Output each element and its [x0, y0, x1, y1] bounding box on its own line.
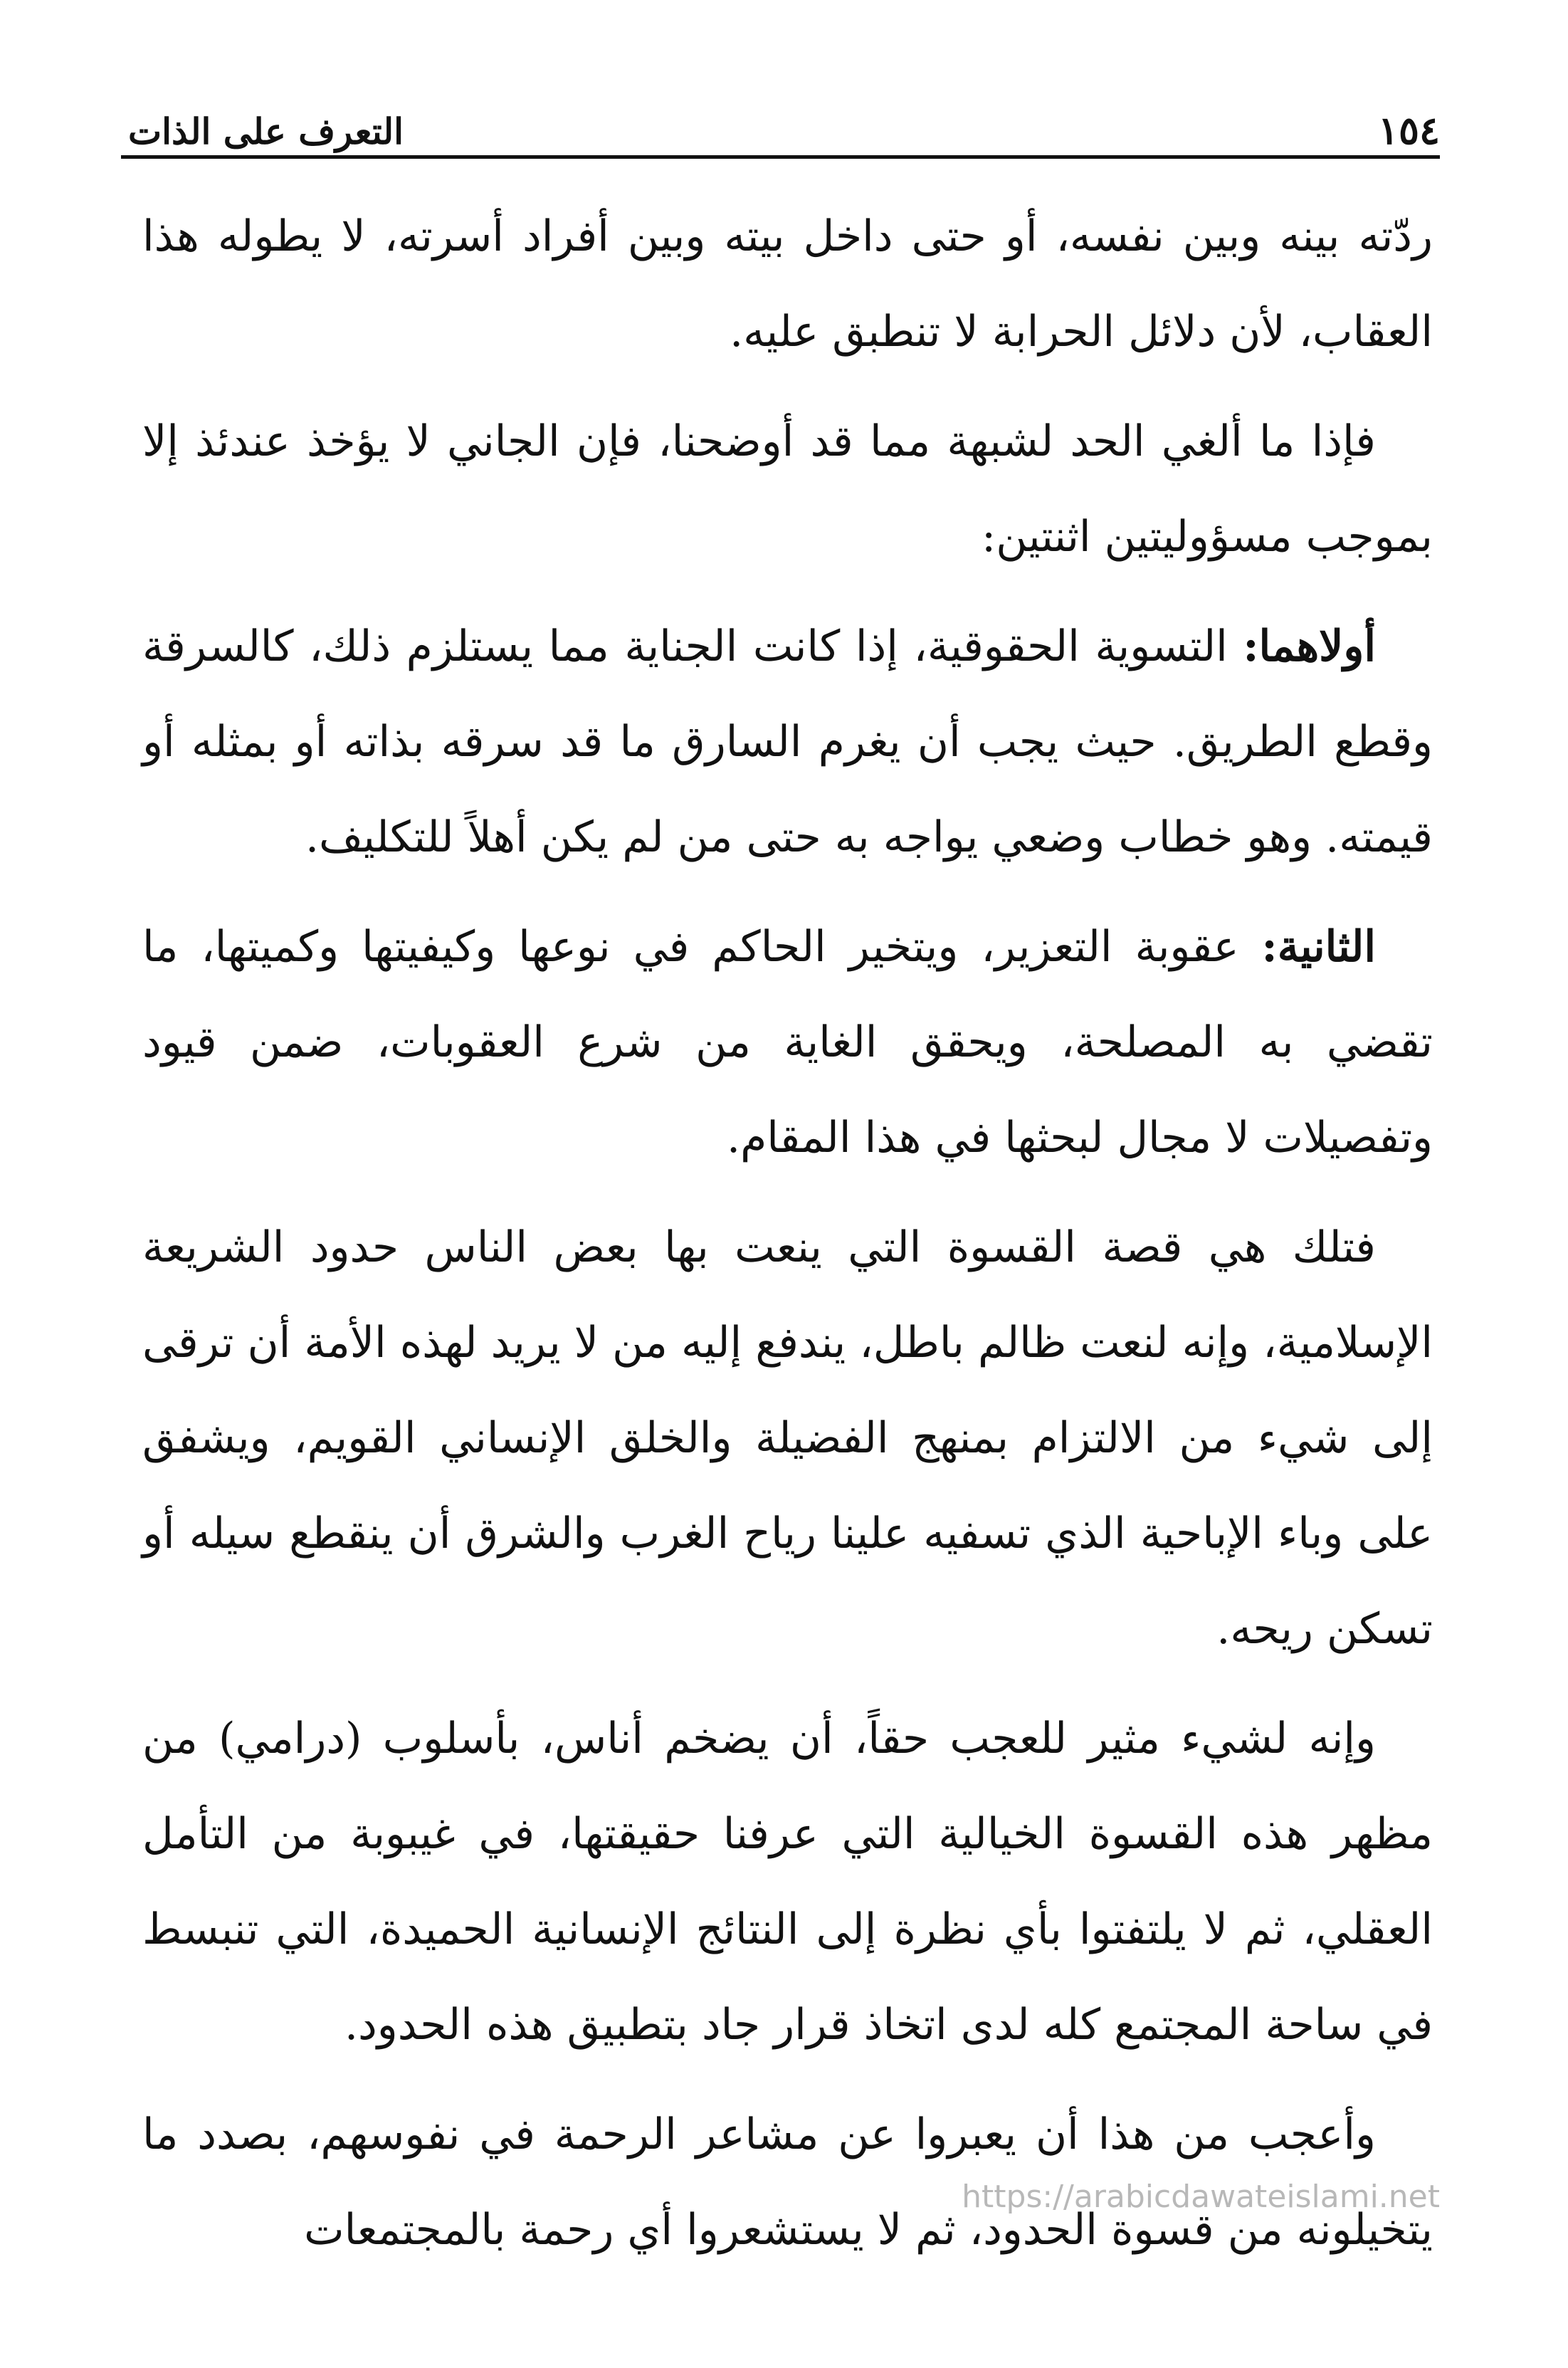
body-text	[142, 189, 1433, 2292]
watermark-url: https://arabicdawateislami.net	[962, 2179, 1440, 2215]
paragraph-text: فإذا ما ألغي الحد لشبهة مما قد أوضحنا، فإن الجاني لا يؤخذ عندئذ إلا بموجب مسؤوليتين اثنتين:	[142, 417, 1433, 562]
paragraph-text: فتلك هي قصة القسوة التي ينعت بها بعض الناس حدود الشريعة الإسلامية، وإنه لنعت ظالم باطل، يندفع إليه من لا يريد لهذه الأمة أن ترقى إلى شيء من الالتزام بمنهج الفضيلة والخلق الإنساني القويم، ويشفق على وباء الإباحية الذي تسفيه علينا رياح الغرب والشرق أن ينقطع سيله أو تسكن ريحه.	[142, 1222, 1433, 1654]
paragraph-2	[142, 394, 1433, 585]
paragraph-text: ردّته بينه وبين نفسه، أو حتى داخل بيته وبين أفراد أسرته، لا يطوله هذا العقاب، لأن دلائل الحرابة لا تنطبق عليه.	[142, 211, 1433, 357]
paragraph-lead: الثانية:	[1261, 922, 1377, 972]
paragraph-text: وإنه لشيء مثير للعجب حقاً، أن يضخم أناس، بأسلوب (درامي) من مظهر هذه القسوة الخيالية التي عرفنا حقيقتها، في غيبوبة من التأمل العقلي، ثم لا يلتفتوا بأي نظرة إلى النتائج الإنسانية الحميدة، التي تنبسط في ساحة المجتمع كله لدى اتخاذ قرار جاد بتطبيق هذه الحدود.	[142, 1714, 1433, 2050]
paragraph-lead: أولاهما:	[1243, 622, 1376, 671]
header-rule	[121, 155, 1440, 159]
paragraph-6	[142, 1691, 1433, 2073]
running-header	[128, 85, 1440, 153]
paragraph-text: عقوبة التعزير، ويتخير الحاكم في نوعها وكيفيتها وكميتها، ما تقضي به المصلحة، ويحقق الغاية من شرع العقوبات، ضمن قيود وتفصيلات لا مجال لبحثها في هذا المقام.	[142, 922, 1433, 1163]
page-number: ١٥٤	[1377, 108, 1440, 153]
paragraph-5	[142, 1200, 1433, 1677]
paragraph-3	[142, 599, 1433, 885]
paragraph-text: وأعجب من هذا أن يعبروا عن مشاعر الرحمة في نفوسهم، بصدد ما يتخيلونه من قسوة الحدود، ثم لا يستشعروا أي رحمة بالمجتمعات	[142, 2110, 1433, 2255]
paragraph-4	[142, 899, 1433, 1185]
paragraph-1	[142, 189, 1433, 379]
paragraph-text: التسوية الحقوقية، إذا كانت الجناية مما يستلزم ذلك، كالسرقة وقطع الطريق. حيث يجب أن يغرم السارق ما قد سرقه بذاته أو بمثله أو قيمته. وهو خطاب وضعي يواجه به حتى من لم يكن أهلاً للتكليف.	[142, 622, 1433, 862]
running-title: التعرف على الذات	[128, 110, 404, 152]
